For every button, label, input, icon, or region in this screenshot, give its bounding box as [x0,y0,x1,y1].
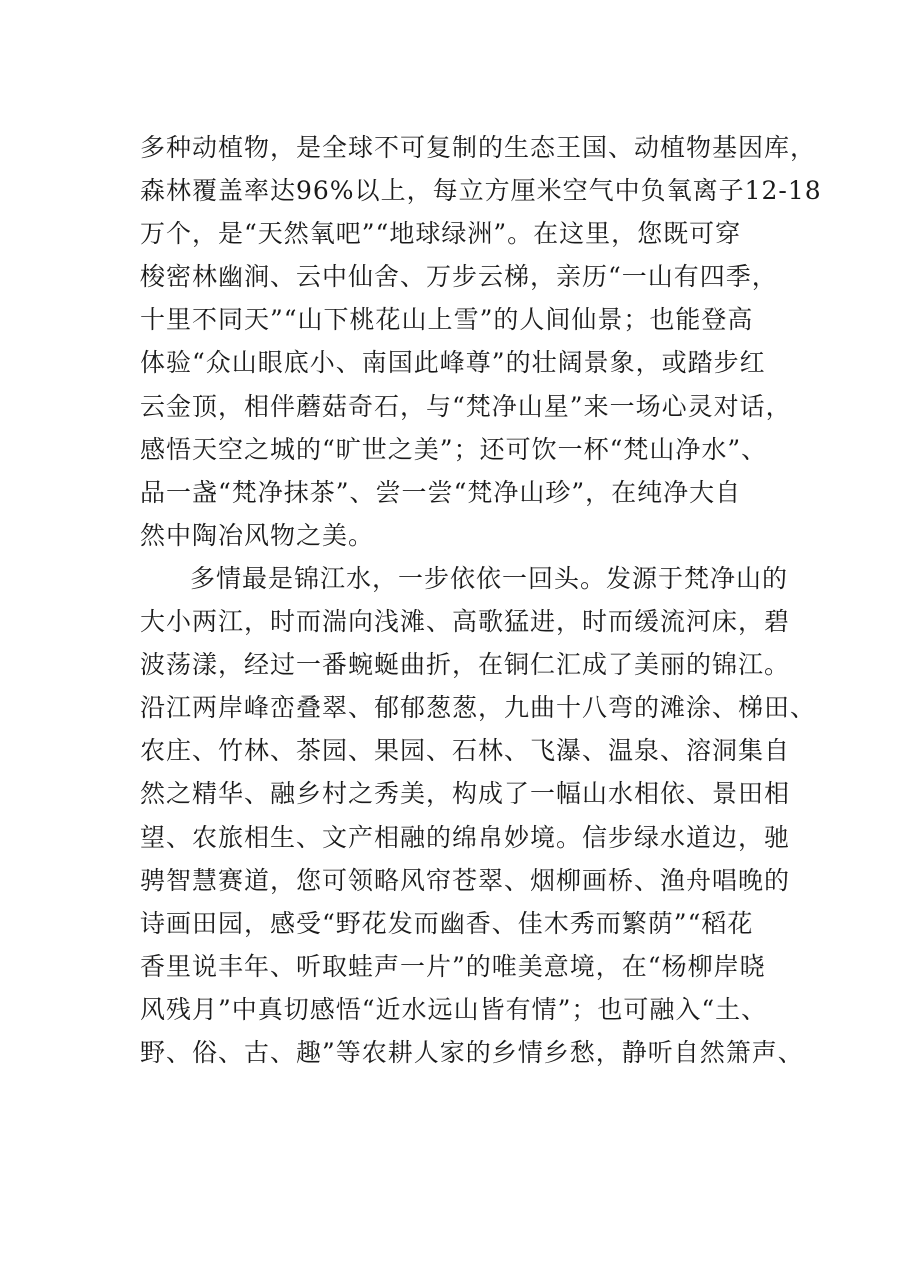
text-line: 沿江两岸峰峦叠翠、郁郁葱葱，九曲十八弯的滩涂、梯田、 [140,693,817,723]
text-line: 风残月”中真切感悟“近水远山皆有情”；也可融入“土、 [140,994,768,1024]
text-line: 农庄、竹林、茶园、果园、石林、飞瀑、温泉、溶洞集自 [140,736,791,766]
text-line: 体验“众山眼底小、南国此峰尊”的壮阔景象，或踏步红 [140,348,766,378]
text-line: 品一盏“梵净抹茶”、尝一尝“梵净山珍”，在纯净大自 [140,477,742,507]
text-line: 香里说丰年、听取蛙声一片”的唯美意境，在“杨柳岸晓 [140,951,766,981]
text-line: 梭密林幽涧、云中仙舍、万步云梯，亲历“一山有四季， [140,262,778,292]
text-line: 云金顶，相伴蘑菇奇石，与“梵净山星”来一场心灵对话， [140,391,792,421]
text-line: 望、农旅相生、文产相融的绵帛妙境。信步绿水道边，驰 [140,822,791,852]
body-text [140,126,822,1074]
text-line: 波荡漾，经过一番蜿蜒曲折，在铜仁汇成了美丽的锦江。 [140,650,791,680]
text-line: 骋智慧赛道，您可领略风帘苍翠、烟柳画桥、渔舟唱晚的 [140,865,791,895]
text-line: 诗画田园，感受“野花发而幽香、佳木秀而繁荫”“稻花 [140,908,754,938]
text-line: 野、俗、古、趣”等农耕人家的乡情乡愁，静听自然箫声、 [140,1037,804,1067]
text-line: 森林覆盖率达96%以上，每立方厘米空气中负氧离子12-18 [140,176,822,206]
text-line: 大小两江，时而湍向浅滩、高歌猛进，时而缓流河床，碧 [140,607,791,637]
text-line: 万个，是“天然氧吧”“地球绿洲”。在这里，您既可穿 [140,219,742,249]
text-line: 十里不同天”“山下桃花山上雪”的人间仙景；也能登高 [140,305,754,335]
text-line: 感悟天空之城的“旷世之美”；还可饮一杯“梵山净水”、 [140,434,768,464]
text-line: 多种动植物，是全球不可复制的生态王国、动植物基因库， [140,133,817,162]
paragraph-first-line: 多情最是锦江水，一步依依一回头。发源于梵净山的 [190,563,789,593]
text-line: 然之精华、融乡村之秀美，构成了一幅山水相依、景田相 [140,779,791,809]
text-line: 然中陶冶风物之美。 [140,520,375,550]
